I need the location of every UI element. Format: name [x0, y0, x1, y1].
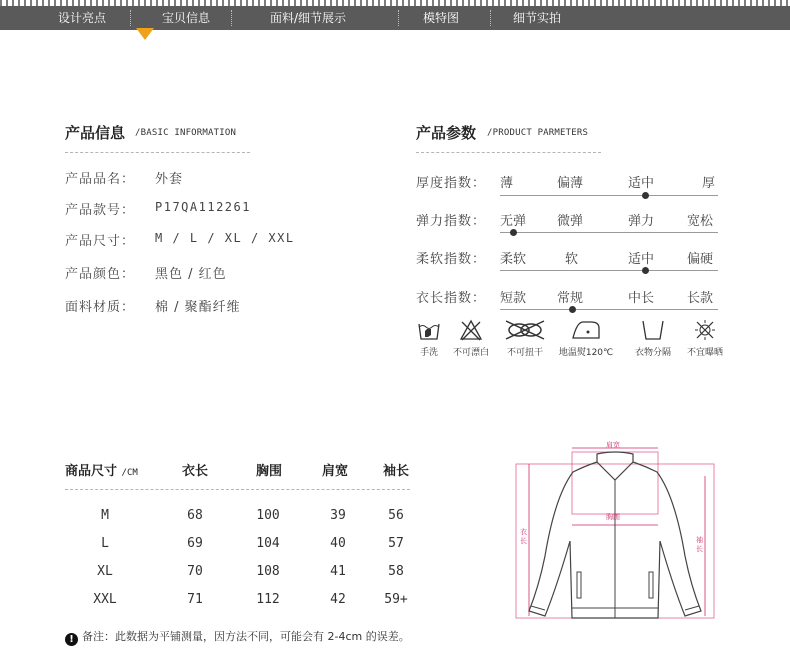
- size-table-cell: 70: [187, 564, 203, 579]
- param-option: 长款: [687, 291, 714, 306]
- nav-item-model-photos[interactable]: 模特图: [423, 11, 460, 25]
- nav-separator: [490, 10, 491, 26]
- param-selected-dot: [642, 192, 649, 199]
- param-scale-line: [500, 309, 718, 310]
- param-option: 常规: [557, 291, 584, 306]
- size-table-cell: 57: [388, 536, 404, 551]
- param-option: 厚: [702, 176, 716, 191]
- care-label: 衣物分隔: [634, 348, 671, 358]
- hand-wash-icon: [416, 318, 442, 342]
- param-selected-dot: [510, 229, 517, 236]
- size-table-cell: 40: [330, 536, 346, 551]
- measurement-note: [65, 628, 410, 646]
- low-iron-icon: [569, 318, 603, 342]
- param-option: 弹力: [628, 214, 655, 229]
- length-header: 衣长: [182, 464, 209, 479]
- shoulder-header: 肩宽: [322, 464, 349, 479]
- size-table-cell: 112: [256, 592, 280, 607]
- product-params-title: 产品参数: [416, 124, 477, 142]
- size-table-cell: 69: [187, 536, 203, 551]
- info-label: 产品品名：: [65, 172, 136, 187]
- jacket-measurement-diagram: [515, 436, 715, 628]
- info-value: M / L / XL / XXL: [155, 231, 295, 245]
- exclamation-icon: !: [65, 633, 78, 646]
- param-selected-dot: [642, 267, 649, 274]
- info-label: 产品款号：: [65, 203, 136, 218]
- note-text: 备注：此数据为平铺测量，因方法不同，可能会有 2-4cm 的误差。: [82, 630, 410, 643]
- care-label: 不可扭干: [506, 348, 543, 358]
- nav-separator: [231, 10, 232, 26]
- param-label-length: 衣长指数：: [416, 291, 487, 306]
- size-table-cell: 42: [330, 592, 346, 607]
- shoulder-width-label: 肩宽: [606, 441, 620, 449]
- param-option: 偏硬: [687, 252, 714, 267]
- chest-header: 胸围: [256, 464, 283, 479]
- param-option: 无弹: [500, 214, 527, 229]
- size-table-cell: 59+: [384, 592, 408, 607]
- info-value: 棉 / 聚酯纤维: [155, 300, 241, 315]
- sleeve-header: 袖长: [383, 464, 410, 479]
- info-label: 产品颜色：: [65, 267, 136, 282]
- info-value: 外套: [155, 172, 184, 187]
- param-label-softness: 柔软指数：: [416, 252, 487, 267]
- nav-item-design-highlights[interactable]: 设计亮点: [58, 11, 107, 25]
- no-bleach-icon: [458, 318, 484, 342]
- product-info-title: 产品信息: [65, 124, 126, 142]
- size-table-cell: XL: [97, 564, 113, 579]
- param-label-thickness: 厚度指数：: [416, 176, 487, 191]
- param-option: 宽松: [687, 214, 714, 229]
- size-table-cell: 56: [388, 508, 404, 523]
- product-info-subtitle: /BASIC INFORMATION: [135, 128, 237, 138]
- param-selected-dot: [569, 306, 576, 313]
- nav-separator: [398, 10, 399, 26]
- param-option: 短款: [500, 291, 527, 306]
- info-value: 黑色 / 红色: [155, 267, 227, 282]
- size-table-cell: L: [101, 536, 109, 551]
- product-params-subtitle: /PRODUCT PARMETERS: [487, 128, 589, 138]
- param-scale-line: [500, 195, 718, 196]
- care-label: 不可漂白: [452, 348, 489, 358]
- size-table-cell: M: [101, 508, 109, 523]
- size-table-cell: 108: [256, 564, 280, 579]
- size-table-cell: 68: [187, 508, 203, 523]
- care-label: 不宜曝晒: [686, 348, 723, 358]
- divider: [65, 152, 250, 153]
- param-option: 薄: [500, 176, 514, 191]
- care-item: [675, 318, 735, 358]
- param-option: 微弹: [557, 214, 584, 229]
- divider: [65, 489, 410, 490]
- param-option: 适中: [628, 252, 655, 267]
- info-label: 产品尺寸：: [65, 234, 136, 249]
- size-table-cell: XXL: [93, 592, 117, 607]
- size-header-label: 商品尺寸: [65, 464, 118, 479]
- care-item: [556, 318, 616, 358]
- size-unit: /CM: [121, 468, 138, 478]
- nav-separator: [130, 10, 131, 26]
- size-table-cell: 41: [330, 564, 346, 579]
- size-table-cell: 104: [256, 536, 280, 551]
- no-wring-icon: [503, 318, 547, 342]
- divider: [416, 152, 601, 153]
- care-item: [441, 318, 501, 358]
- top-nav: [0, 6, 790, 30]
- info-label: 面料材质：: [65, 300, 136, 315]
- nav-item-detail-photos[interactable]: 细节实拍: [513, 11, 562, 25]
- size-table-header: [65, 460, 138, 479]
- care-item: [495, 318, 555, 358]
- size-table-cell: 71: [187, 592, 203, 607]
- size-table-cell: 100: [256, 508, 280, 523]
- info-value: P17QA112261: [155, 200, 251, 214]
- param-option: 软: [565, 252, 579, 267]
- no-sun-icon: [692, 318, 718, 342]
- param-scale-line: [500, 270, 718, 271]
- care-label: 地温熨120℃: [558, 348, 614, 358]
- param-option: 适中: [628, 176, 655, 191]
- nav-item-fabric-details[interactable]: 面料/细节展示: [270, 11, 347, 25]
- sleeve-length-label: 袖长: [696, 536, 703, 553]
- size-table-cell: 58: [388, 564, 404, 579]
- nav-item-product-info[interactable]: 宝贝信息: [162, 11, 211, 25]
- wash-separately-icon: [638, 318, 668, 342]
- chest-label: 胸围: [606, 513, 620, 521]
- jacket-outline-icon: [515, 436, 715, 628]
- care-label: 手洗: [419, 348, 438, 358]
- param-option: 中长: [628, 291, 655, 306]
- size-table-cell: 39: [330, 508, 346, 523]
- length-label: 衣长: [520, 528, 527, 545]
- care-item: [623, 318, 683, 358]
- param-option: 偏薄: [557, 176, 584, 191]
- param-option: 柔软: [500, 252, 527, 267]
- param-label-elasticity: 弹力指数：: [416, 214, 487, 229]
- active-nav-pointer-icon: [136, 28, 154, 40]
- param-scale-line: [500, 232, 718, 233]
